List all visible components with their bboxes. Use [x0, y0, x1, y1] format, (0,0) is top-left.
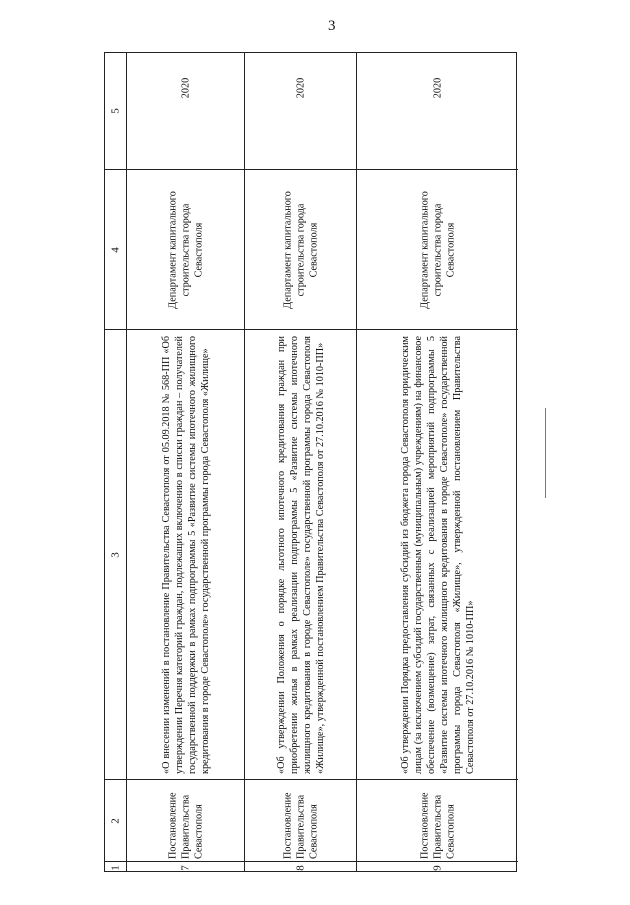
executor-cell: Департамент капитального строительства города Севастополя [245, 170, 356, 330]
document-title-cell: «Об утверждении Порядка предоставления субсидий из бюджета города Севастополя юридическим лицам (за исключением субсидий государственным (муниципальным) учреждениям) на финансовое обеспечение (возмещение) затрат, связанных с реализацией мероприятий подпрограммы 5 «Развитие системы ипотечного жилищного кредитования в городе Севастополе» государственной программы города Севастополя «Жилище», утвержденной постановлением Правительства Севастополя от 27.10.2016 № 1010-ПП» [357, 330, 518, 780]
executor-cell: Департамент капитального строительства города Севастополя [357, 170, 518, 330]
header-band [105, 53, 127, 871]
header-cell-5: 5 [105, 53, 126, 170]
table-row [357, 53, 518, 871]
table-row [127, 53, 245, 871]
page-number: 3 [328, 18, 336, 34]
document-title-cell: «О внесении изменений в постановление Правительства Севастополя от 05.09.2018 № 568-ПП «Об утверждении Перечня категорий граждан, подлежащих включению в списки граждан – получателей государственной поддержки в рамках подпрограммы 5 «Развитие системы ипотечного жилищного кредитования в городе Севастополе» государственной программы города Севастополя «Жилище» [127, 330, 244, 780]
document-table-rotated [104, 52, 517, 872]
header-cell-1: 1 [109, 864, 121, 871]
row-number-cell: 9 [431, 864, 443, 871]
year-cell: 2020 [127, 53, 244, 170]
year-cell: 2020 [357, 53, 518, 170]
document-title-cell: «Об утверждении Положения о порядке льготного ипотечного кредитования граждан при приобретении жилья в рамках реализации подпрограммы 5 «Развитие системы ипотечного жилищного кредитования в городе Севастополе» государственной программы города Севастополя «Жилище», утвержденной постановлением Правительства Севастополя от 27.10.2016 № 1010-ПП» [245, 330, 356, 780]
executor-cell: Департамент капитального строительства города Севастополя [127, 170, 244, 330]
header-cell-3: 3 [105, 330, 126, 780]
row-number-cell: 8 [294, 864, 306, 871]
year-cell: 2020 [245, 53, 356, 170]
header-cell-4: 4 [105, 170, 126, 330]
table-row [245, 53, 357, 871]
scan-artifact-line [545, 408, 546, 498]
header-cell-2: 2 [105, 780, 126, 862]
row-number-cell: 7 [179, 864, 191, 871]
document-type-cell: Постановление Правительства Севастополя [127, 780, 244, 862]
document-type-cell: Постановление Правительства Севастополя [245, 780, 356, 862]
document-type-cell: Постановление Правительства Севастополя [357, 780, 518, 862]
